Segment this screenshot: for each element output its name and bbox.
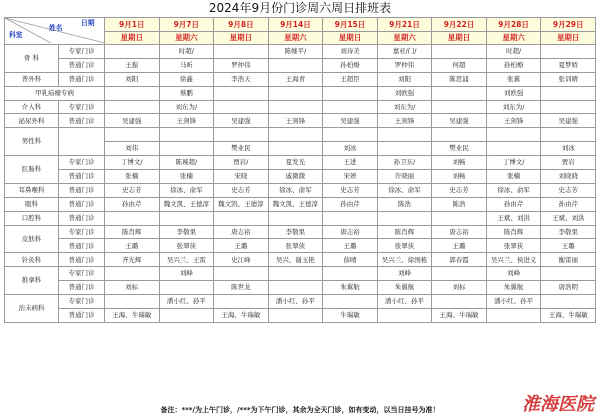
date-header: 9月14日	[268, 18, 323, 32]
table-row	[5, 100, 596, 114]
doctor-cell	[105, 267, 160, 281]
doctor-cell: 陈肖辉	[486, 225, 541, 239]
doctor-cell: 丁博文/	[105, 156, 160, 170]
doctor-cell: 陈浩	[432, 197, 487, 211]
doctor-cell	[486, 128, 541, 142]
table-row	[5, 72, 596, 86]
doctor-cell: 徐鑫	[159, 72, 214, 86]
doctor-cell: 刘晓晓	[541, 170, 596, 184]
doctor-cell: 吴兴兰、侯进义	[486, 253, 541, 267]
doctor-cell: 刘峰	[159, 267, 214, 281]
corner-dept-label: 科室	[9, 31, 23, 39]
table-row	[5, 225, 596, 239]
doctor-cell	[432, 100, 487, 114]
weekday-header: 星期六	[268, 32, 323, 45]
department-cell: 口腔科	[5, 211, 59, 225]
doctor-cell: 王剑锋	[159, 114, 214, 128]
doctor-cell: 孙由芹	[541, 197, 596, 211]
doctor-cell	[268, 128, 323, 142]
doctor-cell: 刘东为/	[159, 100, 214, 114]
weekday-header: 星期日	[432, 32, 487, 45]
clinic-type-cell: 普通门诊	[59, 308, 105, 322]
clinic-type-cell: 普通门诊	[59, 183, 105, 197]
doctor-cell: 朱翼航	[377, 281, 432, 295]
doctor-cell: 刘标	[105, 281, 160, 295]
doctor-cell: 牛瑞敏	[323, 308, 378, 322]
clinic-type-cell: 普通门诊	[59, 170, 105, 184]
doctor-cell: 张翼	[486, 72, 541, 86]
doctor-cell: 孙由芹	[486, 197, 541, 211]
doctor-cell	[541, 100, 596, 114]
department-cell: 泌尿外科	[5, 114, 59, 128]
doctor-cell: 史江峰	[214, 253, 269, 267]
doctor-cell: 张翠侠	[486, 239, 541, 253]
doctor-cell	[541, 295, 596, 309]
date-header: 9月29日	[541, 18, 596, 32]
doctor-cell: 王剑锋	[486, 114, 541, 128]
table-row	[5, 170, 596, 184]
doctor-cell: 史志芳	[432, 183, 487, 197]
clinic-type-cell: 普通门诊	[59, 72, 105, 86]
doctor-cell: 王璐	[323, 239, 378, 253]
corner-date-label: 日期	[81, 19, 95, 27]
doctor-cell	[159, 281, 214, 295]
clinic-type-cell: 普通门诊	[59, 58, 105, 72]
table-row	[5, 183, 596, 197]
table-row	[5, 239, 596, 253]
department-cell: 推拿科	[5, 267, 59, 295]
schedule-body	[5, 45, 596, 323]
clinic-type-cell: 专家门诊	[59, 295, 105, 309]
doctor-cell: 王海、牛瑞敏	[105, 308, 160, 322]
department-cell: 皮肤科	[5, 225, 59, 253]
doctor-cell	[323, 100, 378, 114]
doctor-cell	[268, 211, 323, 225]
table-row	[5, 253, 596, 267]
table-row	[5, 86, 596, 100]
doctor-cell	[214, 128, 269, 142]
doctor-cell: 史志芳	[323, 183, 378, 197]
doctor-cell	[214, 86, 269, 100]
doctor-cell	[214, 295, 269, 309]
department-cell: 眼科	[5, 197, 59, 211]
doctor-cell	[214, 100, 269, 114]
table-row	[5, 295, 596, 309]
doctor-cell: 时超/	[486, 45, 541, 59]
doctor-cell: 唐志裕	[432, 225, 487, 239]
doctor-cell	[268, 281, 323, 295]
doctor-cell: 罗仲伟	[377, 58, 432, 72]
doctor-cell	[268, 58, 323, 72]
clinic-type-cell: 普通门诊	[59, 114, 105, 128]
clinic-type-cell: 普通门诊	[59, 197, 105, 211]
table-row	[5, 45, 596, 59]
doctor-cell: 张楠	[105, 170, 160, 184]
clinic-type-cell: 专家门诊	[59, 45, 105, 59]
doctor-cell: 陈浩	[377, 197, 432, 211]
doctor-cell: 魏文凯、王德淳	[159, 197, 214, 211]
doctor-cell	[432, 267, 487, 281]
department-cell: 男性科	[5, 128, 59, 156]
doctor-cell: 王海、牛瑞敏	[541, 308, 596, 322]
doctor-cell: 刘阳	[377, 72, 432, 86]
doctor-cell: 吴建强	[541, 114, 596, 128]
doctor-cell	[432, 128, 487, 142]
clinic-type-cell: 普通门诊	[59, 239, 105, 253]
doctor-cell	[432, 295, 487, 309]
doctor-cell: 朱翼航	[486, 281, 541, 295]
clinic-type-cell: 专家门诊	[59, 225, 105, 239]
doctor-cell: 刘欧强	[377, 86, 432, 100]
doctor-cell: 陈世龙	[214, 281, 269, 295]
doctor-cell: 潘小红、孙平	[268, 295, 323, 309]
doctor-cell: 刘峰	[377, 267, 432, 281]
doctor-cell: 王超臣	[323, 72, 378, 86]
doctor-cell	[214, 267, 269, 281]
department-cell: 针灸科	[5, 253, 59, 267]
doctor-cell: 王璐	[541, 239, 596, 253]
doctor-cell: 朱翼航	[323, 281, 378, 295]
doctor-cell	[159, 211, 214, 225]
doctor-cell: 蔡鹏	[159, 86, 214, 100]
doctor-cell: 贾岩/	[214, 156, 269, 170]
doctor-cell: 吴建强	[214, 114, 269, 128]
date-header-row	[5, 18, 596, 32]
table-row	[5, 267, 596, 281]
department-cell: 治未病科	[5, 295, 59, 323]
doctor-cell	[377, 128, 432, 142]
clinic-type-cell: 普通门诊	[59, 253, 105, 267]
date-header: 9月21日	[377, 18, 432, 32]
doctor-cell: 吴建强	[432, 114, 487, 128]
doctor-cell: 史志芳	[541, 183, 596, 197]
doctor-cell	[323, 295, 378, 309]
table-row	[5, 114, 596, 128]
doctor-cell: 张楠	[486, 170, 541, 184]
table-row	[5, 211, 596, 225]
department-cell: 普外科	[5, 72, 59, 86]
doctor-cell: 刘冰	[541, 142, 596, 156]
doctor-cell: 王进	[323, 156, 378, 170]
doctor-cell: 孙由芹	[323, 197, 378, 211]
doctor-cell	[323, 86, 378, 100]
clinic-type-cell: 专家门诊	[59, 267, 105, 281]
doctor-cell: 史志芳	[214, 183, 269, 197]
doctor-cell: 王振	[105, 58, 160, 72]
doctor-cell	[486, 142, 541, 156]
date-header: 9月28日	[486, 18, 541, 32]
clinic-type-cell: 普通门诊	[59, 281, 105, 295]
page-title: 2024年9月份门诊周六周日排班表	[208, 1, 392, 15]
corner-name-label: 姓名	[49, 24, 63, 32]
footer-note: 备注：***/为上午门诊，/***为下午门诊，其余为全天门诊，如有变动，以当日挂号为准！	[160, 406, 440, 414]
doctor-cell: 魏文凯、王德淳	[268, 197, 323, 211]
doctor-cell: 李敬果	[159, 225, 214, 239]
date-header: 9月15日	[323, 18, 378, 32]
doctor-cell: 陈思浦	[432, 72, 487, 86]
doctor-cell: 张翠侠	[268, 239, 323, 253]
clinic-type-cell	[59, 128, 105, 156]
doctor-cell: 刘冰	[323, 142, 378, 156]
doctor-cell: 刘峰	[486, 267, 541, 281]
clinic-type-cell: 普通门诊	[59, 211, 105, 225]
table-row	[5, 156, 596, 170]
weekday-header: 星期六	[486, 32, 541, 45]
doctor-cell: 陈琬超/	[159, 156, 214, 170]
department-cell: 介入科	[5, 100, 59, 114]
doctor-cell: 樊业民	[214, 142, 269, 156]
doctor-cell: 时超/	[159, 45, 214, 59]
doctor-cell: 郭春霞	[432, 253, 487, 267]
doctor-cell: 薛晴	[323, 253, 378, 267]
doctor-cell: 宋妍	[323, 170, 378, 184]
doctor-cell: 王剑锋	[377, 114, 432, 128]
doctor-cell: 许晓丽	[377, 170, 432, 184]
doctor-cell: 王斌、刘洪	[541, 211, 596, 225]
doctor-cell: 吴兴兰、徐国栋	[377, 253, 432, 267]
doctor-cell: 孙柏燎	[323, 58, 378, 72]
doctor-cell: 马昕	[159, 58, 214, 72]
doctor-cell: 唐志裕	[323, 225, 378, 239]
doctor-cell: 徐冰、俞军	[486, 183, 541, 197]
doctor-cell: 陈肖辉	[377, 225, 432, 239]
doctor-cell	[105, 100, 160, 114]
corner-header	[5, 18, 105, 45]
doctor-cell: 王璐	[432, 239, 487, 253]
doctor-cell	[105, 86, 160, 100]
doctor-cell: 王璐	[105, 239, 160, 253]
doctor-cell	[323, 267, 378, 281]
doctor-cell: 唐浩明	[541, 281, 596, 295]
doctor-cell	[377, 308, 432, 322]
doctor-cell	[432, 86, 487, 100]
doctor-cell: 王海、牛瑞敏	[214, 308, 269, 322]
doctor-cell	[268, 267, 323, 281]
doctor-cell: 潘小红、孙平	[377, 295, 432, 309]
doctor-cell: 吴建强	[323, 114, 378, 128]
doctor-cell: 张翠侠	[159, 239, 214, 253]
clinic-type-cell: 专家门诊	[59, 156, 105, 170]
clinic-type-cell: 专家门诊	[59, 100, 105, 114]
doctor-cell: 李浩天	[214, 72, 269, 86]
doctor-cell: 潘小红、孙平	[486, 295, 541, 309]
doctor-cell: 张翠侠	[377, 239, 432, 253]
doctor-cell: 刘畅	[432, 156, 487, 170]
doctor-cell	[105, 211, 160, 225]
doctor-cell: 刘畅	[432, 170, 487, 184]
doctor-cell: 吴兴兰、王雷	[159, 253, 214, 267]
doctor-cell: 魏文凯、王德淳	[214, 197, 269, 211]
doctor-cell	[377, 211, 432, 225]
doctor-cell: 孙由芹	[105, 197, 160, 211]
date-header: 9月22日	[432, 18, 487, 32]
doctor-cell: 潘小红、孙平	[159, 295, 214, 309]
doctor-cell	[486, 308, 541, 322]
doctor-cell: 吴建强	[105, 114, 160, 128]
weekday-header: 星期六	[377, 32, 432, 45]
doctor-cell: 刘诗美	[323, 45, 378, 59]
doctor-cell: 何超	[432, 58, 487, 72]
doctor-cell	[268, 308, 323, 322]
doctor-cell: 张训晴	[541, 72, 596, 86]
doctor-cell: 刘标	[432, 281, 487, 295]
doctor-cell	[541, 128, 596, 142]
doctor-cell: 孙柏燎	[486, 58, 541, 72]
doctor-cell: 吴兴、谢玉艳	[268, 253, 323, 267]
doctor-cell: 徐冰、俞军	[268, 183, 323, 197]
doctor-cell	[268, 100, 323, 114]
department-cell: 骨 科	[5, 45, 59, 73]
doctor-cell	[214, 211, 269, 225]
doctor-cell	[268, 142, 323, 156]
doctor-cell: 夏梦娇	[541, 58, 596, 72]
doctor-cell	[105, 45, 160, 59]
doctor-cell	[432, 211, 487, 225]
weekday-header: 星期日	[541, 32, 596, 45]
doctor-cell: 刘伟	[105, 142, 160, 156]
doctor-cell: 王海、牛瑞敏	[432, 308, 487, 322]
doctor-cell	[159, 308, 214, 322]
doctor-cell	[432, 45, 487, 59]
doctor-cell	[541, 45, 596, 59]
doctor-cell: 王璐	[214, 239, 269, 253]
doctor-cell: 李敬果	[541, 225, 596, 239]
doctor-cell: 史志芳	[105, 183, 160, 197]
table-row	[5, 197, 596, 211]
doctor-cell: 宋晓	[214, 170, 269, 184]
doctor-cell	[377, 142, 432, 156]
doctor-cell: 刘东为/	[377, 100, 432, 114]
date-header: 9月8日	[214, 18, 269, 32]
table-row	[5, 281, 596, 295]
date-header: 9月1日	[105, 18, 160, 32]
doctor-cell	[105, 128, 160, 142]
table-row	[5, 128, 596, 142]
doctor-cell: 李敬果	[268, 225, 323, 239]
doctor-cell: 孙卫东/	[377, 156, 432, 170]
department-cell: 肛肠科	[5, 156, 59, 184]
doctor-cell	[323, 128, 378, 142]
weekday-header: 星期日	[105, 32, 160, 45]
doctor-cell: 刘欧强	[486, 86, 541, 100]
hospital-watermark-logo: 淮海医院	[522, 394, 594, 415]
doctor-cell: 夏发光	[268, 156, 323, 170]
doctor-cell: 陈继平/	[268, 45, 323, 59]
doctor-cell: 张楠	[159, 170, 214, 184]
doctor-cell	[541, 86, 596, 100]
doctor-cell: 王斌、刘洪	[486, 211, 541, 225]
doctor-cell: 齐光辉	[105, 253, 160, 267]
doctor-cell: 王海青	[268, 72, 323, 86]
doctor-cell: 徐冰、俞军	[377, 183, 432, 197]
table-row	[5, 58, 596, 72]
doctor-cell: 王剑锋	[268, 114, 323, 128]
doctor-cell	[541, 267, 596, 281]
table-row	[5, 308, 596, 322]
doctor-cell	[105, 295, 160, 309]
department-cell: 甲乳疝瘤专病	[5, 86, 105, 100]
doctor-cell	[268, 86, 323, 100]
doctor-cell: 刘阳	[105, 72, 160, 86]
doctor-cell	[214, 45, 269, 59]
doctor-cell	[159, 142, 214, 156]
doctor-cell: 嘉亚/门/	[377, 45, 432, 59]
doctor-cell: 陈肖辉	[105, 225, 160, 239]
weekday-header: 星期六	[159, 32, 214, 45]
doctor-cell: 唐志裕	[214, 225, 269, 239]
doctor-cell	[159, 128, 214, 142]
doctor-cell: 丁博文/	[486, 156, 541, 170]
doctor-cell: 贾岩	[541, 156, 596, 170]
doctor-cell: 樊业民	[432, 142, 487, 156]
weekday-header: 星期日	[214, 32, 269, 45]
doctor-cell: 徐冰、俞军	[159, 183, 214, 197]
doctor-cell: 刘东为/	[486, 100, 541, 114]
date-header: 9月7日	[159, 18, 214, 32]
department-cell: 耳鼻喉科	[5, 183, 59, 197]
doctor-cell: 衡雷丽	[541, 253, 596, 267]
doctor-cell: 罗仲伟	[214, 58, 269, 72]
weekday-header: 星期日	[323, 32, 378, 45]
doctor-cell: 戚微微	[268, 170, 323, 184]
schedule-table	[4, 17, 596, 323]
doctor-cell	[323, 211, 378, 225]
